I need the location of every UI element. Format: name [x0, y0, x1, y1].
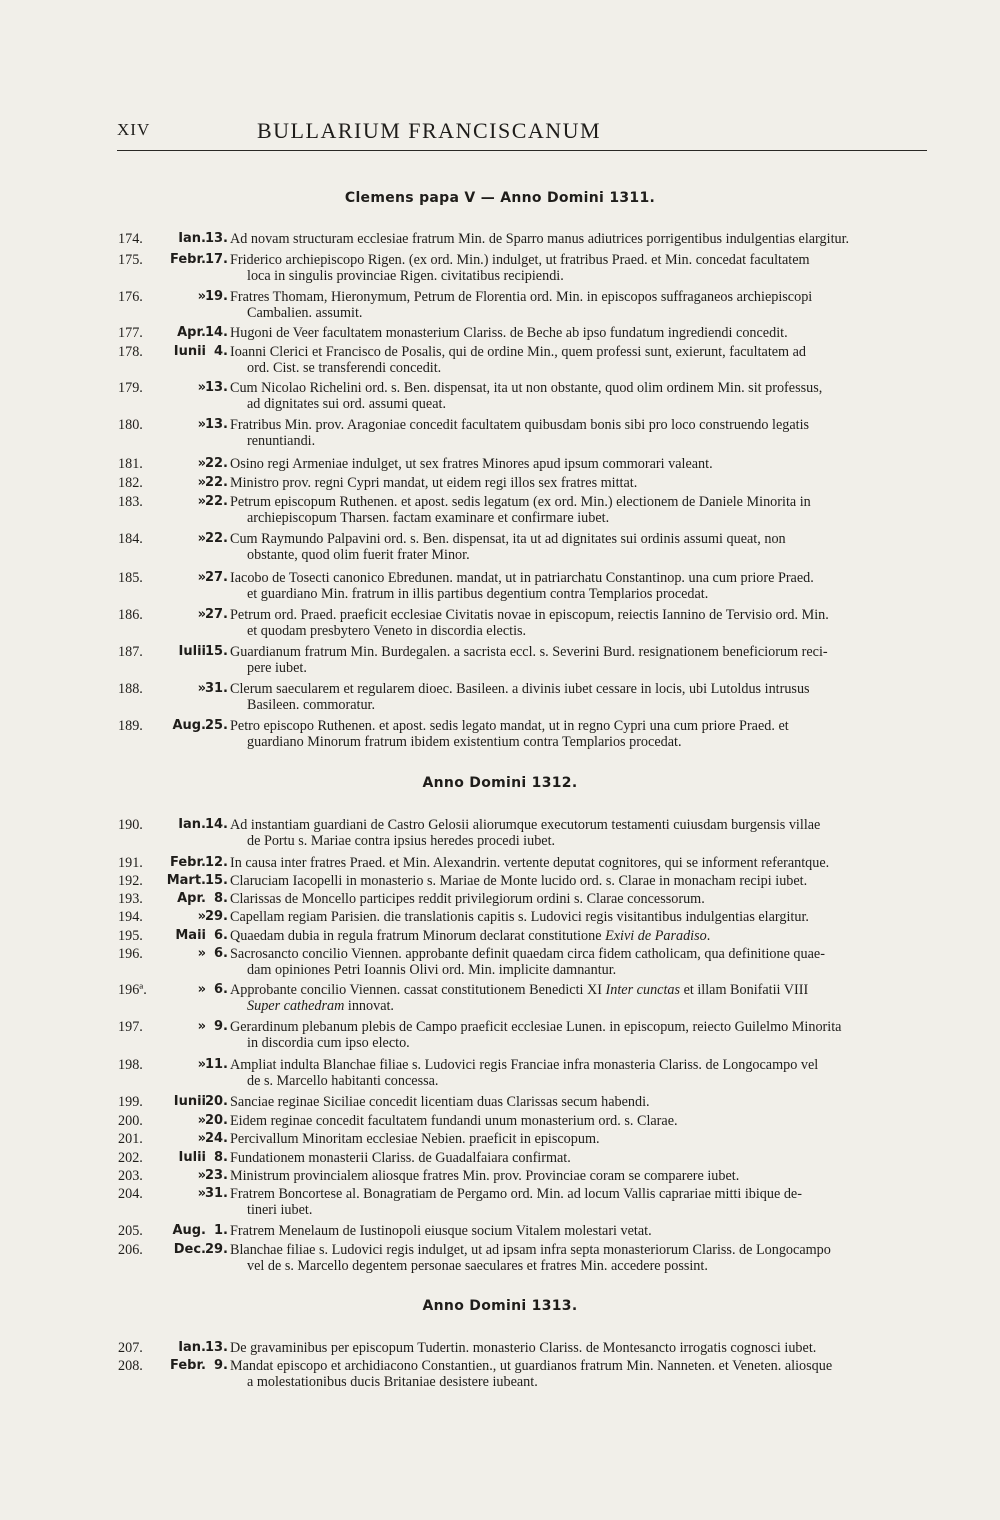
entry-day: 31.	[204, 681, 228, 696]
entry-text	[230, 475, 930, 491]
entry-text	[230, 231, 930, 247]
entry-text	[230, 873, 930, 889]
entry-line: Petrum episcopum Ruthenen. et apost. sedis legatum (ex ord. Min.) electionem de Daniele Minorita in	[230, 494, 811, 510]
entry-text	[230, 570, 930, 603]
entry-month: Ian.	[178, 1340, 206, 1355]
section-heading: Anno Domini 1313.	[422, 1298, 578, 1314]
entry-month: »	[197, 681, 206, 696]
register-entry	[118, 1094, 930, 1110]
entry-month: »	[197, 1057, 206, 1072]
entry-line: Blanchae filiae s. Ludovici regis indulget, ut ad ipsam infra septa monasteriorum Clariss. de Longocampo	[230, 1242, 831, 1258]
entry-text	[230, 817, 930, 850]
entry-line: Claruciam Iacopelli in monasterio s. Mariae de Monte lucido ord. s. Clarae in monacham recipi iubet.	[230, 873, 808, 889]
entry-day: 14.	[204, 325, 228, 340]
entry-day: 4.	[214, 344, 228, 359]
entry-number: 204.	[118, 1186, 143, 1202]
entry-number: 195.	[118, 928, 143, 944]
entry-number: 180.	[118, 417, 143, 433]
entry-number: 191.	[118, 855, 143, 871]
entry-continuation-line: obstante, quod olim fuerit frater Minor.	[247, 547, 470, 564]
entry-number: 206.	[118, 1242, 143, 1258]
entry-text	[230, 344, 930, 377]
entry-day: 22.	[204, 475, 228, 490]
entry-line: Cum Raymundo Palpavini ord. s. Ben. dispensat, ita ut ad dignitates sui ordinis assumi queat, non	[230, 531, 786, 547]
entry-text	[230, 456, 930, 472]
entry-text	[230, 1113, 930, 1129]
entry-text	[230, 607, 930, 640]
entry-text	[230, 1242, 930, 1275]
entry-day: 14.	[204, 817, 228, 832]
register-entry	[118, 475, 930, 491]
entry-line: Clarissas de Moncello participes reddit privilegiorum ordini s. Clarae concessorum.	[230, 891, 705, 907]
entry-line: Petro episcopo Ruthenen. et apost. sedis legato mandat, ut in regno Cypri una cum priore Praed. et	[230, 718, 789, 734]
entry-continuation-line: de s. Marcello habitanti concessa.	[247, 1073, 439, 1090]
entry-day: 15.	[204, 873, 228, 888]
entry-day: 13.	[204, 1340, 228, 1355]
entry-month: »	[197, 494, 206, 509]
entry-day: 27.	[204, 570, 228, 585]
entry-month: »	[197, 1019, 206, 1034]
entry-continuation-line: Cambalien. assumit.	[247, 305, 363, 322]
entry-line: Ministro prov. regni Cypri mandat, ut eidem regi illos sex fratres mittat.	[230, 475, 638, 491]
register-entry	[118, 456, 930, 472]
entry-continuation-line: et quodam presbytero Veneto in discordia electis.	[247, 623, 527, 640]
entry-month: Febr.	[170, 252, 206, 267]
entry-day: 27.	[204, 607, 228, 622]
entry-month: »	[197, 570, 206, 585]
entry-day: 31.	[204, 1186, 228, 1201]
entry-number: 194.	[118, 909, 143, 925]
entry-text	[230, 325, 930, 341]
entry-month: Apr.	[177, 325, 206, 340]
register-entry	[118, 417, 930, 450]
entry-line: Petrum ord. Praed. praeficit ecclesiae Civitatis novae in episcopum, reiectis Iannino de Tervisio ord. Min.	[230, 607, 829, 623]
register-entry	[118, 718, 930, 751]
entry-continuation-line: tineri iubet.	[247, 1202, 313, 1219]
entry-month: »	[197, 289, 206, 304]
entry-number: 179.	[118, 380, 143, 396]
entry-month: Dec.	[173, 1242, 206, 1257]
entry-text	[230, 718, 930, 751]
register-entry	[118, 681, 930, 714]
entry-month: »	[197, 909, 206, 924]
entry-text	[230, 417, 930, 450]
entry-continuation-line: pere iubet.	[247, 660, 307, 677]
entry-line: Ad novam structuram ecclesiae fratrum Min. de Sparro manus adiutrices porrigentibus indulgentias elargitur.	[230, 231, 850, 247]
entry-text	[230, 1094, 930, 1110]
entry-month: »	[197, 380, 206, 395]
entry-number: 178.	[118, 344, 143, 360]
entry-continuation-line: Basileen. commoratur.	[247, 697, 376, 714]
entry-line: Cum Nicolao Richelini ord. s. Ben. dispensat, ita ut non obstante, quod olim ordinem Min. sit professus,	[230, 380, 823, 396]
section-heading: Clemens papa V — Anno Domini 1311.	[344, 190, 656, 206]
entry-day: 13.	[204, 231, 228, 246]
register-entry	[118, 1223, 930, 1239]
entry-number: 201.	[118, 1131, 143, 1147]
entry-month: »	[197, 982, 206, 997]
entry-text	[230, 982, 930, 1015]
entry-number: 185.	[118, 570, 143, 586]
register-entry	[118, 252, 930, 285]
entry-number: 203.	[118, 1168, 143, 1184]
register-entry	[118, 891, 930, 907]
entry-month: »	[197, 607, 206, 622]
entry-line: Clerum saecularem et regularem dioec. Basileen. a divinis iubet cessare in locis, ubi Lutoldus intrusus	[230, 681, 810, 697]
entry-month: »	[197, 417, 206, 432]
entry-number: 184.	[118, 531, 143, 547]
entry-number: 188.	[118, 681, 143, 697]
page-number: XIV	[117, 120, 151, 139]
entry-number: 196.	[118, 946, 143, 962]
entry-month: »	[197, 946, 206, 961]
register-entry	[118, 1131, 930, 1147]
entry-line: Eidem reginae concedit facultatem fundandi unum monasterium ord. s. Clarae.	[230, 1113, 678, 1129]
entry-number: 197.	[118, 1019, 143, 1035]
register-entry	[118, 570, 930, 603]
entry-number: 192.	[118, 873, 143, 889]
register-entry	[118, 607, 930, 640]
entry-day: 8.	[214, 891, 228, 906]
entry-line: Fundationem monasterii Clariss. de Guadalfaiara confirmat.	[230, 1150, 571, 1166]
entry-line: Gerardinum plebanum plebis de Campo praeficit ecclesiae Lunen. in episcopum, reiecto Guilelmo Minorita	[230, 1019, 842, 1035]
entry-day: 11.	[204, 1057, 228, 1072]
entry-line: Ioanni Clerici et Francisco de Posalis, qui de ordine Min., quem professi sunt, exierunt, facultatem ad	[230, 344, 807, 360]
entry-number: 200.	[118, 1113, 143, 1129]
entry-month: Febr.	[170, 1358, 206, 1373]
entry-text	[230, 644, 930, 677]
entry-line: Capellam regiam Parisien. die translationis capitis s. Ludovici regis visitantibus indulgentias elargitur.	[230, 909, 809, 925]
register-entry	[118, 325, 930, 341]
register-entry	[118, 1150, 930, 1166]
register-entry	[118, 909, 930, 925]
register-entry	[118, 982, 930, 1015]
entry-line: Fratrem Boncortese al. Bonagratiam de Pergamo ord. Min. ad locum Vallis caprariae mitti ibique de-	[230, 1186, 802, 1202]
entry-text	[230, 289, 930, 322]
register-entry	[118, 873, 930, 889]
entry-number: 177.	[118, 325, 143, 341]
entry-line: Sanciae reginae Siciliae concedit licentiam duas Clarissas secum habendi.	[230, 1094, 650, 1110]
entry-text	[230, 1057, 930, 1090]
entry-line: Fratribus Min. prov. Aragoniae concedit facultatem quibusdam bonis sibi pro loco construendo legatis	[230, 417, 810, 433]
entry-line: Ampliat indulta Blanchae filiae s. Ludovici regis Franciae infra monasteria Clariss. de Longocampo vel	[230, 1057, 819, 1073]
entry-month: Iunii	[173, 344, 206, 359]
entry-number: 199.	[118, 1094, 143, 1110]
entry-continuation-line: renuntiandi.	[247, 433, 316, 450]
entry-month: Maii	[175, 928, 206, 943]
entry-day: 29.	[204, 909, 228, 924]
register-entry	[118, 1168, 930, 1184]
entry-text	[230, 855, 930, 871]
entry-number: 198.	[118, 1057, 143, 1073]
entry-continuation-line: ord. Cist. se transferendi concedit.	[247, 360, 442, 377]
entry-number: 190.	[118, 817, 143, 833]
entry-month: Febr.	[170, 855, 206, 870]
entry-line: Osino regi Armeniae indulget, ut sex fratres Minores apud ipsum commorari valeant.	[230, 456, 713, 472]
entry-day: 9.	[214, 1358, 228, 1373]
register-entry	[118, 344, 930, 377]
entry-day: 19.	[204, 289, 228, 304]
entry-day: 9.	[214, 1019, 228, 1034]
entry-text	[230, 1168, 930, 1184]
entry-month: »	[197, 456, 206, 471]
entry-number: 174.	[118, 231, 143, 247]
entry-continuation-line: ad dignitates sui ord. assumi queat.	[247, 396, 446, 413]
entry-number: 208.	[118, 1358, 143, 1374]
entry-number: 196ª.	[118, 982, 147, 998]
entry-continuation-line: dam opiniones Petri Ioannis Olivi ord. Min. implicite damnantur.	[247, 962, 617, 979]
entry-text	[230, 1150, 930, 1166]
entry-day: 6.	[214, 928, 228, 943]
entry-number: 176.	[118, 289, 143, 305]
register-entry	[118, 494, 930, 527]
entry-line: Approbante concilio Viennen. cassat constitutionem Benedicti XI Inter cunctas et illam Bonifatii VIII	[230, 982, 809, 998]
entry-day: 15.	[204, 644, 228, 659]
entry-line: De gravaminibus per episcopum Tudertin. monasterio Clariss. de Montesancto irrogatis cognosci iubet.	[230, 1340, 817, 1356]
entry-number: 189.	[118, 718, 143, 734]
entry-month: »	[197, 475, 206, 490]
entry-line: Iacobo de Tosecti canonico Ebredunen. mandat, ut in patriarchatu Constantinop. una cum priore Praed.	[230, 570, 814, 586]
register-entry	[118, 1340, 930, 1356]
register-entry	[118, 231, 930, 247]
register-entry	[118, 644, 930, 677]
entry-text	[230, 1131, 930, 1147]
entry-month: Iunii	[173, 1094, 206, 1109]
register-entry	[118, 928, 930, 944]
entry-line: Fratres Thomam, Hieronymum, Petrum de Florentia ord. Min. in episcopos suffraganeos archiepiscopi	[230, 289, 813, 305]
register-entry	[118, 855, 930, 871]
entry-month: Ian.	[178, 231, 206, 246]
entry-continuation-line: guardiano Minorum fratrum ibidem existentium contra Templarios procedat.	[247, 734, 682, 751]
entry-line: Ad instantiam guardiani de Castro Gelosii aliorumque executorum testamenti cuiusdam burgensis villae	[230, 817, 821, 833]
entry-day: 25.	[204, 718, 228, 733]
entry-day: 13.	[204, 417, 228, 432]
entry-month: Iulii	[178, 1150, 206, 1165]
register-entry	[118, 1358, 930, 1391]
entry-line: Percivallum Minoritam ecclesiae Nebien. praeficit in episcopum.	[230, 1131, 600, 1147]
entry-text	[230, 909, 930, 925]
entry-number: 183.	[118, 494, 143, 510]
register-entry	[118, 380, 930, 413]
entry-month: »	[197, 531, 206, 546]
entry-line: Mandat episcopo et archidiacono Constantien., ut guardianos fratrum Min. Nanneten. et Veneten. aliosque	[230, 1358, 833, 1374]
entry-day: 6.	[214, 946, 228, 961]
entry-text	[230, 1340, 930, 1356]
entry-day: 23.	[204, 1168, 228, 1183]
entry-text	[230, 380, 930, 413]
entry-text	[230, 1223, 930, 1239]
entry-number: 181.	[118, 456, 143, 472]
entry-day: 29.	[204, 1242, 228, 1257]
entry-number: 205.	[118, 1223, 143, 1239]
entry-text	[230, 494, 930, 527]
entry-day: 13.	[204, 380, 228, 395]
header-rule	[117, 150, 927, 151]
entry-day: 20.	[204, 1094, 228, 1109]
entry-line: Guardianum fratrum Min. Burdegalen. a sacrista eccl. s. Severini Burd. resignationem beneficiorum reci-	[230, 644, 828, 660]
entry-month: Apr.	[177, 891, 206, 906]
entry-text	[230, 928, 930, 944]
register-entry	[118, 1242, 930, 1275]
entry-day: 6.	[214, 982, 228, 997]
entry-month: Mart.	[166, 873, 206, 888]
entry-month: Iulii	[178, 644, 206, 659]
entry-continuation-line: in discordia cum ipso electo.	[247, 1035, 410, 1052]
entry-number: 175.	[118, 252, 143, 268]
entry-number: 202.	[118, 1150, 143, 1166]
register-entry	[118, 1113, 930, 1129]
entry-text	[230, 252, 930, 285]
entry-month: Aug.	[172, 1223, 206, 1238]
entry-text	[230, 1186, 930, 1219]
entry-text	[230, 531, 930, 564]
entry-line: Quaedam dubia in regula fratrum Minorum declarat constitutione Exivi de Paradiso.	[230, 928, 711, 944]
entry-text	[230, 1019, 930, 1052]
register-entry	[118, 817, 930, 850]
entry-day: 22.	[204, 494, 228, 509]
entry-line: Sacrosancto concilio Viennen. approbante definit quaedam circa fidem catholicam, qua definitione quae-	[230, 946, 825, 962]
entry-continuation-line: vel de s. Marcello degentem personae saeculares et fratres Min. accedere possint.	[247, 1258, 708, 1275]
register-entry	[118, 531, 930, 564]
entry-month: »	[197, 1131, 206, 1146]
entry-line: Hugoni de Veer facultatem monasterium Clariss. de Beche ab ipso fundatum ingrediendi concedit.	[230, 325, 788, 341]
entry-continuation-line: et guardiano Min. fratrum in illis partibus degentium contra Templarios procedat.	[247, 586, 709, 603]
entry-text	[230, 1358, 930, 1391]
entry-day: 12.	[204, 855, 228, 870]
register-entry	[118, 1186, 930, 1219]
entry-line: Friderico archiepiscopo Rigen. (ex ord. Min.) indulget, ut fratribus Praed. et Min. concedat facultatem	[230, 252, 810, 268]
entry-line: Fratrem Menelaum de Iustinopoli eiusque socium Vitalem molestari vetat.	[230, 1223, 652, 1239]
register-entry	[118, 1057, 930, 1090]
entry-line: Ministrum provincialem aliosque fratres Min. prov. Provinciae coram se comparere iubet.	[230, 1168, 740, 1184]
entry-month: Ian.	[178, 817, 206, 832]
entry-continuation-line: archiepiscopum Tharsen. factam examinare et confirmare iubet.	[247, 510, 610, 527]
entry-continuation-line: loca in singulis provinciae Rigen. civitatibus recipiendi.	[247, 268, 564, 285]
register-entry	[118, 289, 930, 322]
entry-number: 182.	[118, 475, 143, 491]
entry-number: 186.	[118, 607, 143, 623]
entry-day: 1.	[214, 1223, 228, 1238]
page-header	[117, 118, 927, 148]
entry-line: In causa inter fratres Praed. et Min. Alexandrin. vertente deputat cognitores, qui se informent referantque.	[230, 855, 830, 871]
entry-number: 193.	[118, 891, 143, 907]
section-heading: Anno Domini 1312.	[422, 775, 578, 791]
entry-month: »	[197, 1186, 206, 1201]
entry-month: Aug.	[172, 718, 206, 733]
running-title: BULLARIUM FRANCISCANUM	[257, 118, 602, 143]
entry-continuation-line: Super cathedram innovat.	[247, 998, 394, 1015]
entry-continuation-line: a molestationibus ducis Britaniae desistere iubeant.	[247, 1374, 538, 1391]
entry-day: 17.	[204, 252, 228, 267]
entry-day: 8.	[214, 1150, 228, 1165]
register-entry	[118, 1019, 930, 1052]
entry-day: 22.	[204, 531, 228, 546]
entry-number: 187.	[118, 644, 143, 660]
entry-month: »	[197, 1168, 206, 1183]
entry-day: 22.	[204, 456, 228, 471]
entry-day: 20.	[204, 1113, 228, 1128]
entry-text	[230, 891, 930, 907]
entry-day: 24.	[204, 1131, 228, 1146]
entry-text	[230, 681, 930, 714]
register-entry	[118, 946, 930, 979]
entry-number: 207.	[118, 1340, 143, 1356]
entry-month: »	[197, 1113, 206, 1128]
entry-continuation-line: de Portu s. Mariae contra ipsius heredes procedi iubet.	[247, 833, 556, 850]
entry-text	[230, 946, 930, 979]
